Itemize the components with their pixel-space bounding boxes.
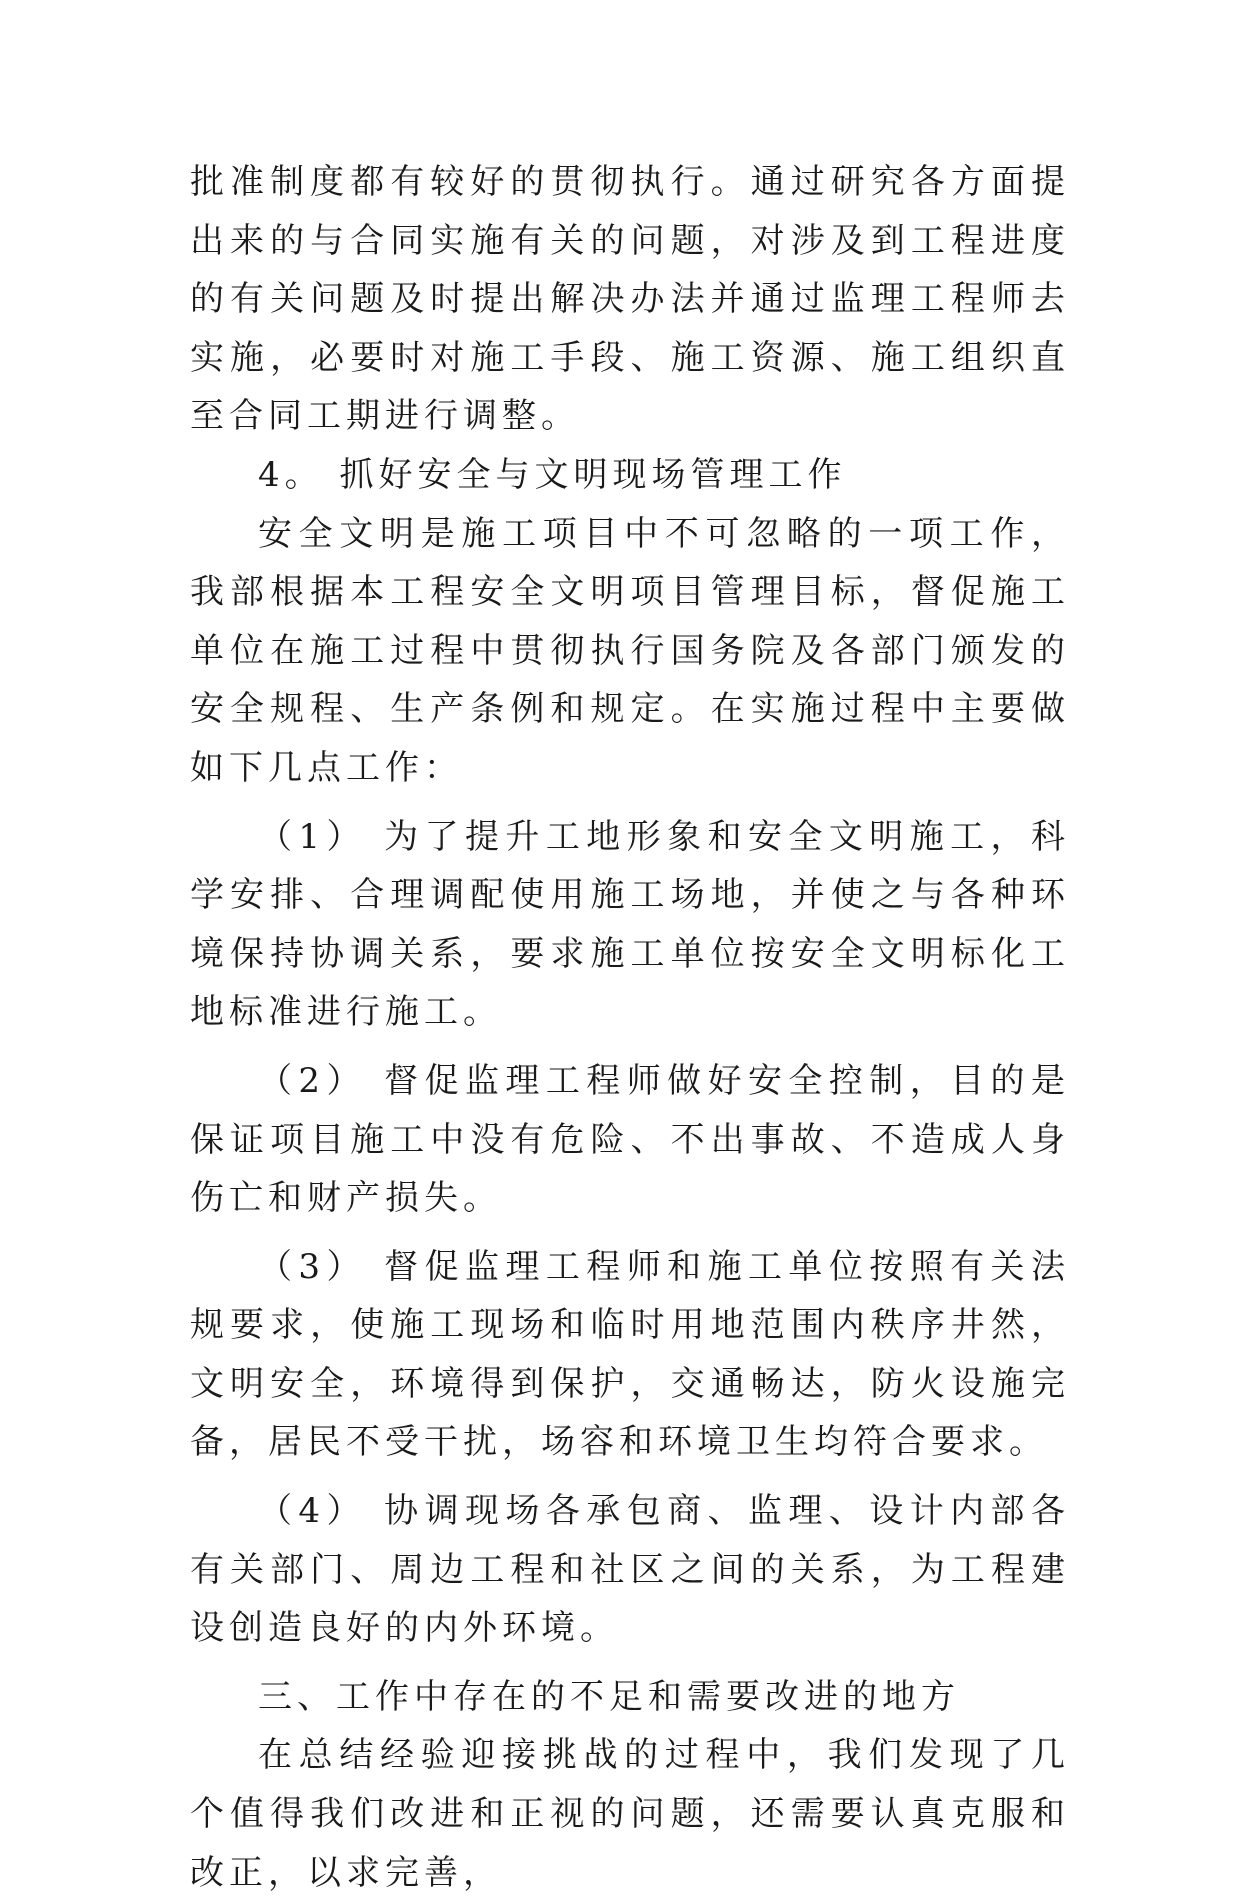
paragraph-continuation: 批准制度都有较好的贯彻执行。通过研究各方面提出来的与合同实施有关的问题，对涉及到工程进度的有关问题及时提出解决办法并通过监理工程师去实施，必要时对施工手段、施工资源、施工组织直至合同工期进行调整。 xyxy=(190,162,1070,437)
list-item-1: （1） 为了提升工地形象和安全文明施工，科学安排、合理调配使用施工场地，并使之与各种环境保持协调关系，要求施工单位按安全文明标化工地标准进行施工。 xyxy=(190,816,1070,1033)
paragraph-shortcomings: 在总结经验迎接挑战的过程中，我们发现了几个值得我们改进和正视的问题，还需要认真克服和改正，以求完善， xyxy=(190,1735,1070,1893)
document-body xyxy=(190,153,1070,1902)
list-item-4: （4） 协调现场各承包商、监理、设计内部各有关部门、周边工程和社区之间的关系，为工程建设创造良好的内外环境。 xyxy=(190,1491,1070,1649)
section-heading-4: 4。 抓好安全与文明现场管理工作 xyxy=(258,454,847,495)
section-heading-3: 三、工作中存在的不足和需要改进的地方 xyxy=(258,1676,960,1717)
list-item-3: （3） 督促监理工程师和施工单位按照有关法规要求，使施工现场和临时用地范围内秩序井然，文明安全，环境得到保护，交通畅达，防火设施完备，居民不受干扰，场容和环境卫生均符合要求。 xyxy=(190,1246,1070,1463)
paragraph-safety-intro: 安全文明是施工项目中不可忽略的一项工作，我部根据本工程安全文明项目管理目标，督促施工单位在施工过程中贯彻执行国务院及各部门颁发的安全规程、生产条例和规定。在实施过程中主要做如下几点工作： xyxy=(190,513,1070,788)
list-item-2: （2） 督促监理工程师做好安全控制，目的是保证项目施工中没有危险、不出事故、不造成人身伤亡和财产损失。 xyxy=(190,1060,1070,1219)
